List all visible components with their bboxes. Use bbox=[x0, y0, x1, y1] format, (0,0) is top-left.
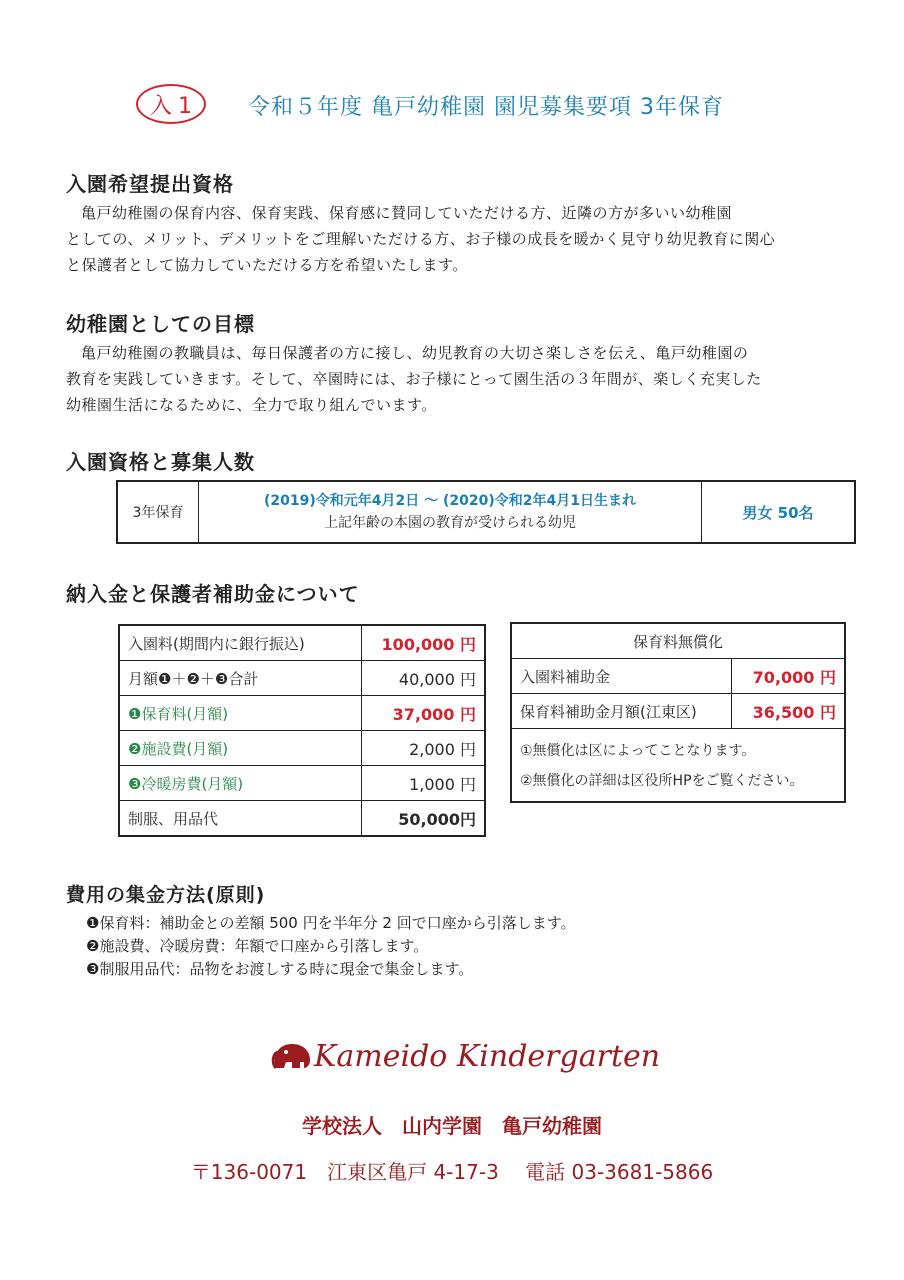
fee-row bbox=[119, 801, 485, 837]
fee-value: 2,000 円 bbox=[362, 731, 486, 766]
fee-row bbox=[119, 731, 485, 766]
subsidy-note: ②無償化の詳細は区役所HPをご覧ください。 bbox=[511, 765, 845, 802]
goals-text bbox=[66, 340, 846, 418]
badge: 入1 bbox=[136, 84, 206, 124]
subsidy-value: 70,000 円 bbox=[732, 659, 846, 694]
subsidy-note: ①無償化は区によってことなります。 bbox=[511, 729, 845, 766]
fee-table bbox=[118, 624, 486, 837]
fee-value: 100,000 円 bbox=[362, 625, 486, 661]
section-heading-fees: 納入金と保護者補助金について bbox=[66, 582, 360, 606]
fee-row bbox=[119, 625, 485, 661]
fee-label: 入園料(期間内に銀行振込) bbox=[119, 625, 362, 661]
fee-value: 37,000 円 bbox=[362, 696, 486, 731]
goals-line-2: 教育を実践していきます。そして、卒園時には、お子様にとって園生活の３年間が、楽しく充実した bbox=[66, 370, 762, 388]
goals-line-1: 亀戸幼稚園の教職員は、毎日保護者の方に接し、幼児教育の大切さ楽しさを伝え、亀戸幼稚園の bbox=[81, 344, 749, 362]
subsidy-label: 保育料補助金月額(江東区) bbox=[511, 694, 732, 729]
subsidy-row bbox=[511, 694, 845, 729]
qualification-line-1: 亀戸幼稚園の保育内容、保育実践、保育感に賛同していただける方、近隣の方が多いい幼稚園 bbox=[81, 204, 733, 222]
collection-item: ❸制服用品代：品物をお渡しする時に現金で集金します。 bbox=[86, 960, 474, 978]
section-heading-collection: 費用の集金方法(原則) bbox=[66, 884, 266, 906]
birth-range: (2019)令和元年4月2日 ～ (2020)令和2年4月1日生まれ bbox=[264, 493, 636, 509]
fee-row bbox=[119, 696, 485, 731]
fee-label: ❷施設費(月額) bbox=[119, 731, 362, 766]
section-heading-eligibility: 入園資格と募集人数 bbox=[66, 450, 255, 474]
kindergarten-logo bbox=[270, 1038, 660, 1074]
course-label: 3年保育 bbox=[117, 481, 199, 543]
qualification-line-3: と保護者として協力していただける方を希望いたします。 bbox=[66, 256, 468, 274]
collection-list bbox=[86, 912, 576, 981]
fee-row bbox=[119, 661, 485, 696]
capacity: 男女 50名 bbox=[702, 481, 856, 543]
fee-value: 40,000 円 bbox=[362, 661, 486, 696]
fee-row bbox=[119, 766, 485, 801]
collection-item: ❷施設費、冷暖房費：年額で口座から引落します。 bbox=[86, 937, 429, 955]
goals-line-3: 幼稚園生活になるために、全力で取り組んでいます。 bbox=[66, 396, 437, 414]
eligibility-table bbox=[116, 480, 856, 544]
subsidy-label: 入園料補助金 bbox=[511, 659, 732, 694]
fee-value: 50,000円 bbox=[362, 801, 486, 837]
fee-value: 1,000 円 bbox=[362, 766, 486, 801]
fee-label: 月額❶＋❷＋❸合計 bbox=[119, 661, 362, 696]
page-title: 令和５年度 亀戸幼稚園 園児募集要項 3年保育 bbox=[248, 95, 724, 120]
fee-label: ❸冷暖房費(月額) bbox=[119, 766, 362, 801]
collection-item: ❶保育料：補助金との差額 500 円を半年分 2 回で口座から引落します。 bbox=[86, 914, 576, 932]
fee-label: 制服、用品代 bbox=[119, 801, 362, 837]
school-org: 学校法人 山内学園 亀戸幼稚園 bbox=[302, 1114, 602, 1138]
logo-text: Kameido Kindergarten bbox=[314, 1038, 661, 1074]
subsidy-value: 36,500 円 bbox=[732, 694, 846, 729]
subsidy-table bbox=[510, 622, 846, 803]
qualification-text bbox=[66, 200, 846, 278]
school-address: 〒136-0071 江東区亀戸 4-17-3 電話 03-3681-5866 bbox=[190, 1160, 714, 1184]
eligibility-cell bbox=[199, 481, 702, 543]
elephant-icon bbox=[270, 1038, 314, 1074]
qualification-line-2: としての、メリット、デメリットをご理解いただける方、お子様の成長を暖かく見守り幼児教育に関心 bbox=[66, 230, 776, 248]
subsidy-title: 保育料無償化 bbox=[511, 623, 845, 659]
fee-label: ❶保育料(月額) bbox=[119, 696, 362, 731]
eligibility-description: 上記年齢の本園の教育が受けられる幼児 bbox=[324, 515, 576, 531]
section-heading-qualification: 入園希望提出資格 bbox=[66, 172, 234, 196]
section-heading-goals: 幼稚園としての目標 bbox=[66, 312, 255, 336]
subsidy-row bbox=[511, 659, 845, 694]
